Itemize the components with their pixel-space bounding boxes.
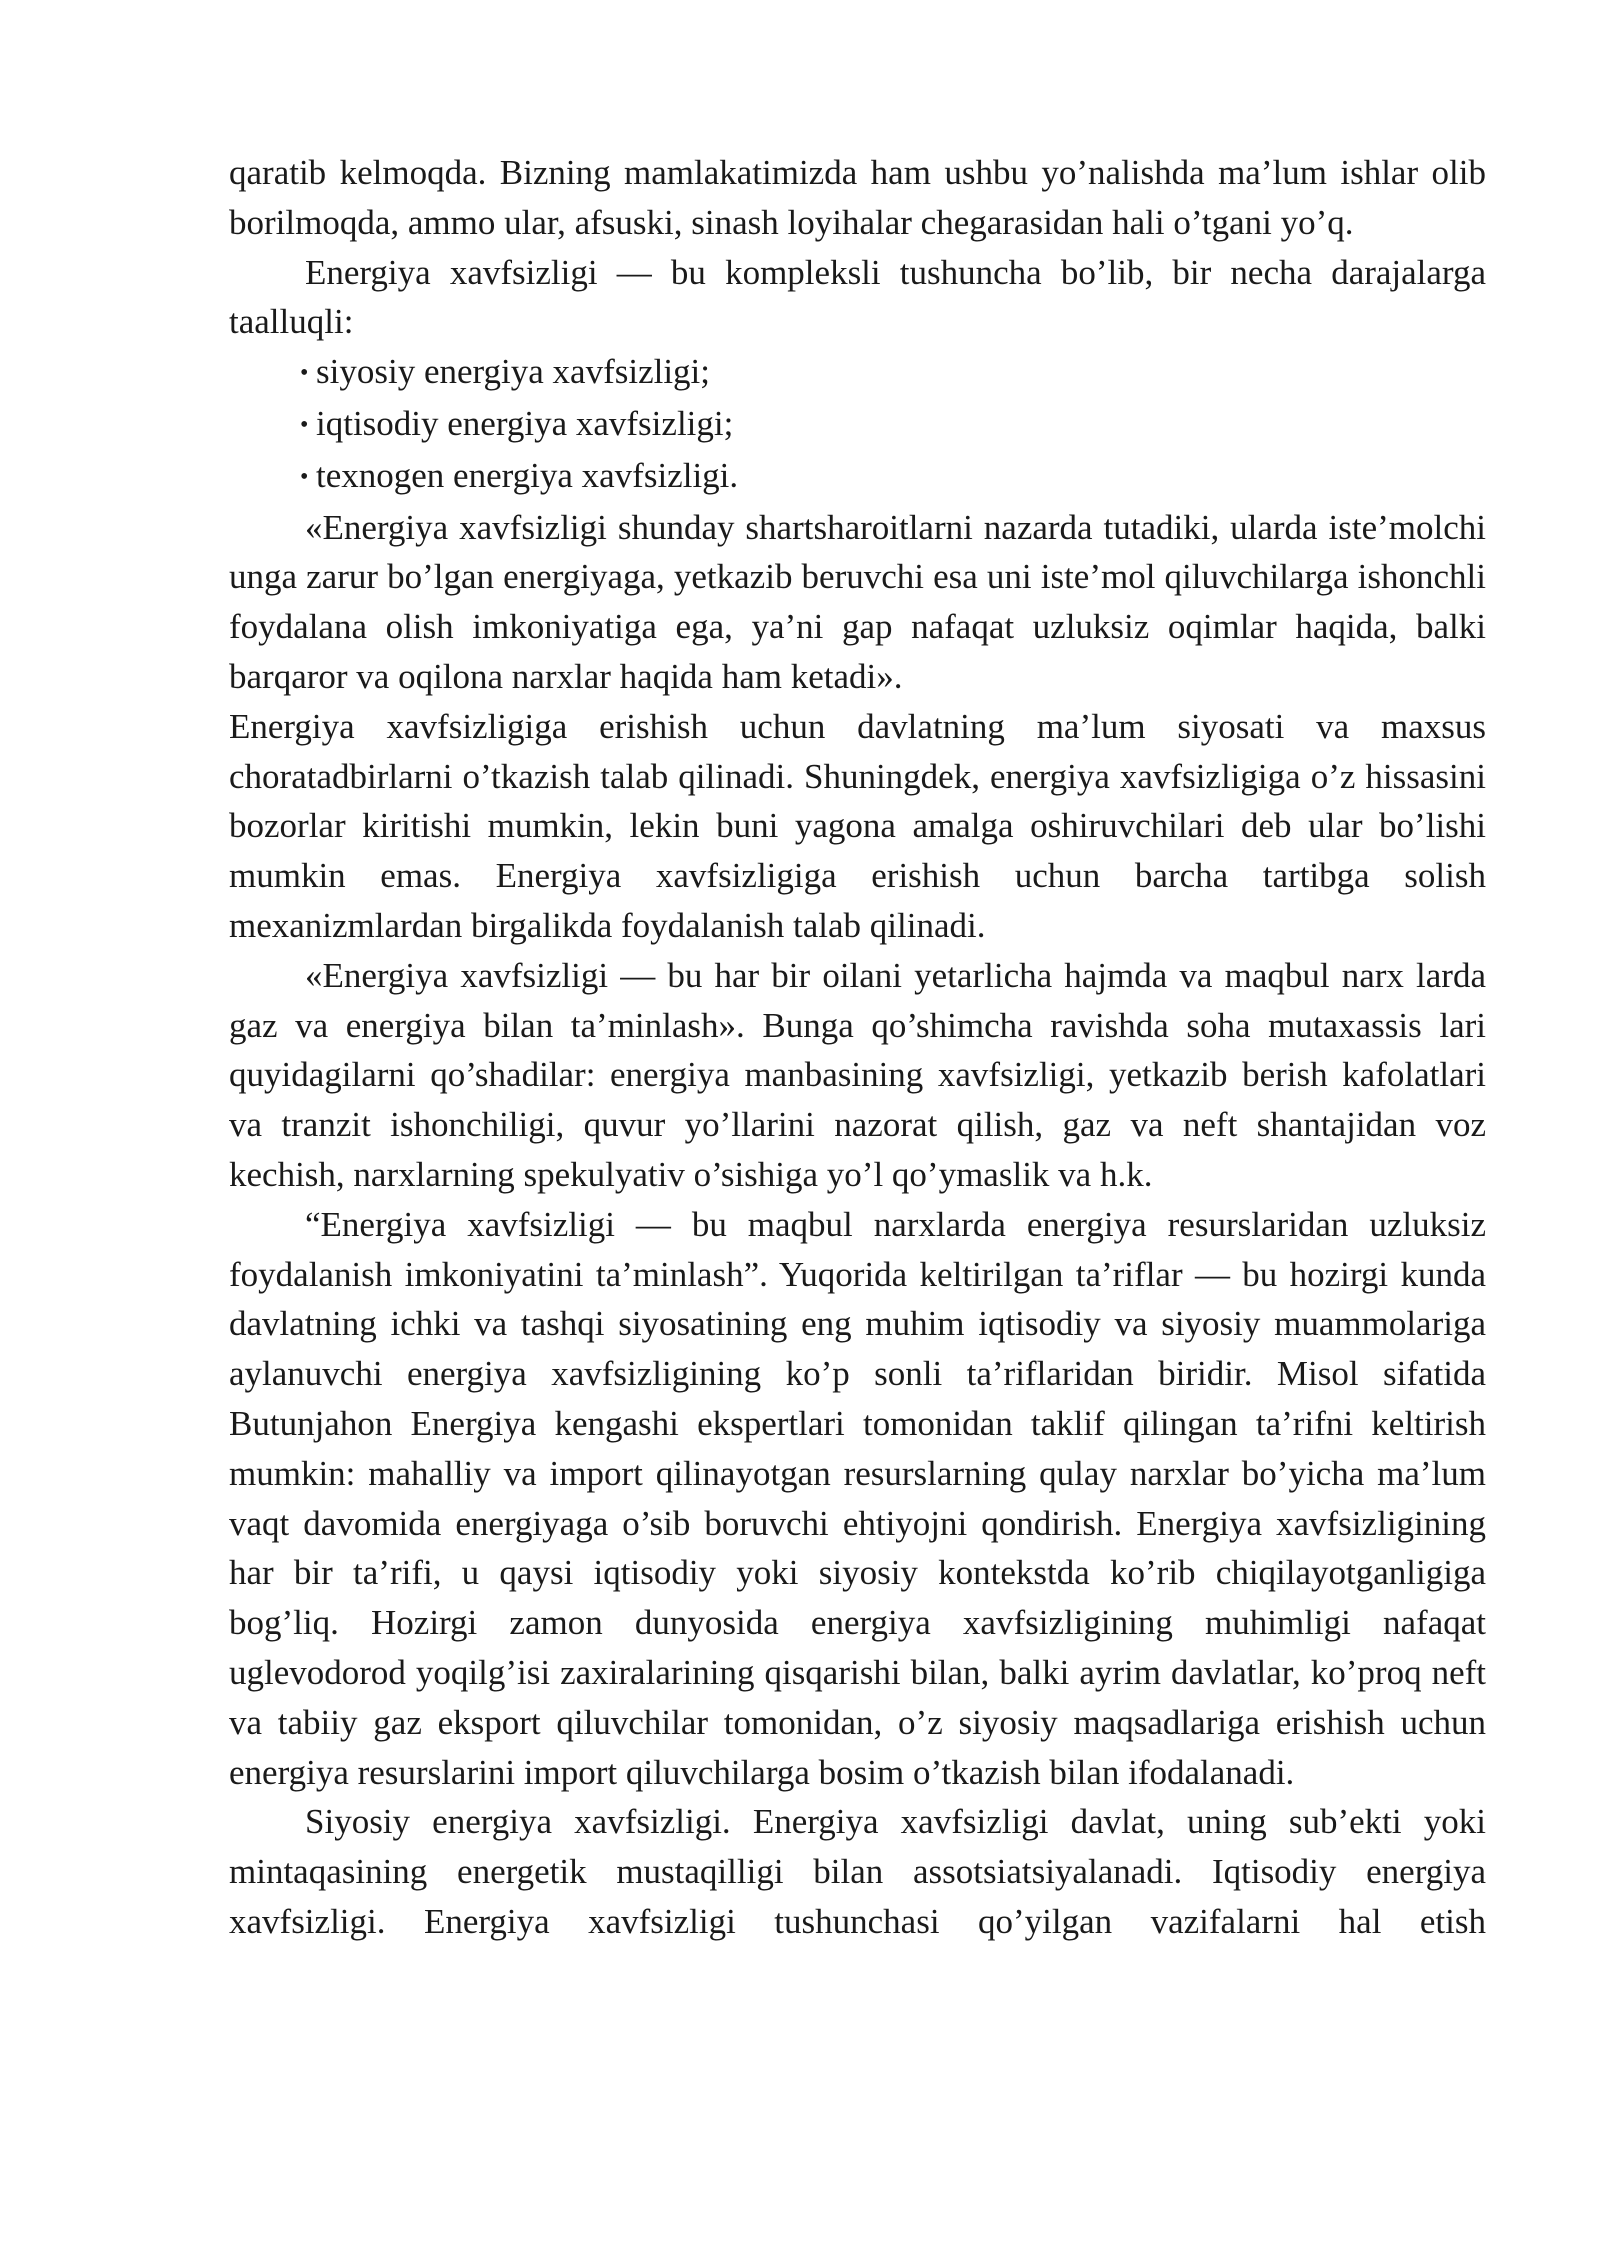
paragraph-family-supply: «Energiya xavfsizligi — bu har bir oilani yetarlicha hajmda va maqbul narx larda gaz va energiya bilan ta’minlash». Bunga qo’shimcha ravishda soha mutaxassis lari quyidagilarni qo’shadilar: energiya manbasining xavfsizligi, yetkazib berish kafolatlari va tranzit ishonchiligi, quvur yo’llarini nazorat qilish, gaz va neft shantajidan voz kechish, narxlarning spekulyativ o’sishiga yo’l qo’ymaslik va h.k.: [229, 955, 1486, 1194]
bullet-icon: •: [300, 411, 309, 438]
bullet-icon: •: [300, 463, 309, 490]
list-item-text: texnogen energiya xavfsizligi.: [316, 455, 739, 495]
paragraph-quote-definition: [229, 503, 1486, 702]
paragraph-policy: Energiya xavfsizligiga erishish uchun davlatning ma’lum siyosati va maxsus choratadbirlarni o’tkazish talab qilinadi. Shuningdek, energiya xavfsizligiga o’z hissasini bozorlar kiritishi mumkin, lekin buni yagona amalga oshiruvchilari deb ular bo’lishi mumkin emas. Energiya xavfsizligiga erishish uchun barcha tartibga solish mexanizmlardan birgalikda foydalanish talab qilinadi.: [229, 706, 1486, 945]
quote-mark: «: [305, 507, 323, 547]
list-item: [229, 399, 1486, 451]
list-item: [229, 347, 1486, 399]
paragraph-continuation: qaratib kelmoqda. Bizning mamlakatimizda ham ushbu yo’nalishda ma’lum ishlar olib borilmoqda, ammo ular, afsuski, sinash loyihalar chegarasidan hali o’tgani yo’q.: [229, 153, 1486, 242]
bullet-icon: •: [300, 360, 309, 387]
list-item: [229, 451, 1486, 503]
document-page: [229, 148, 1486, 1947]
paragraph-energy-security-levels: Energiya xavfsizligi — bu kompleksli tushuncha bo’lib, bir necha darajalarga taalluqli:: [229, 252, 1486, 342]
paragraph-definitions: “Energiya xavfsizligi — bu maqbul narxlarda energiya resurslaridan uzluksiz foydalanish imkoniyatini ta’minlash”. Yuqorida keltirilgan ta’riflar — bu hozirgi kunda davlatning ichki va tashqi siyosatining eng muhim iqtisodiy va siyosiy muammolariga aylanuvchi energiya xavfsizligining ko’p sonli ta’riflaridan biridir. Misol sifatida Butunjahon Energiya kengashi ekspertlari tomonidan taklif qilingan ta’rifni keltirish mumkin: mahalliy va import qilinayotgan resurslarning qulay narxlar bo’yicha ma’lum vaqt davomida energiyaga o’sib boruvchi ehtiyojni qondirish. Energiya xavfsizligining har bir ta’rifi, u qaysi iqtisodiy yoki siyosiy kontekstda ko’rib chiqilayotganligiga bog’liq. Hozirgi zamon dunyosida energiya xavfsizligining muhimligi nafaqat uglevodorod yoqilg’isi zaxiralarining qisqarishi bilan, balki ayrim davlatlar, ko’proq neft va tabiiy gaz eksport qiluvchilar tomonidan, o’z siyosiy maqsadlariga erishish uchun energiya resurslarini import qiluvchilarga bosim o’tkazish bilan ifodalanadi.: [229, 1204, 1486, 1792]
paragraph-quote-text: Energiya xavfsizligi shunday shartsharoitlarni nazarda tutadiki, ularda iste’molchi unga zarur bo’lgan energiyaga, yetkazib beruvchi esa uni iste’mol qiluvchilarga ishonchli foydalana olish imkoniyatiga ega, ya’ni gap nafaqat uzluksiz oqimlar haqida, balki barqaror va oqilona narxlar haqida ham ketadi».: [229, 507, 1486, 696]
list-item-text: iqtisodiy energiya xavfsizligi;: [316, 403, 734, 443]
paragraph-political-security: Siyosiy energiya xavfsizligi. Energiya xavfsizligi davlat, uning sub’ekti yoki mintaqasining energetik mustaqilligi bilan assotsiatsiyalanadi. Iqtisodiy energiya xavfsizligi. Energiya xavfsizligi tushunchasi qo’yilgan vazifalarni hal etish: [229, 1802, 1486, 1941]
list-item-text: siyosiy energiya xavfsizligi;: [316, 352, 711, 392]
